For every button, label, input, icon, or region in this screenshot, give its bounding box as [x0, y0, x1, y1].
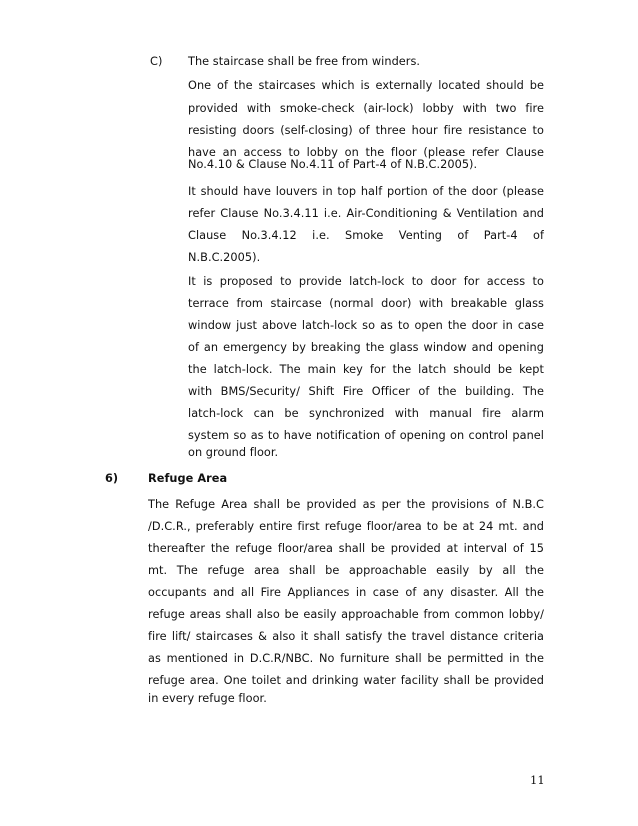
refuge-para-line: refuge area. One toilet and drinking water facility shall be provided	[148, 674, 544, 687]
refuge-para-line: refuge areas shall also be easily approachable from common lobby/	[148, 608, 544, 621]
item-c-para1-line: No.4.10 & Clause No.4.11 of Part-4 of N.B.C.2005).	[188, 158, 478, 171]
item-c-para3-line: system so as to have notification of opening on control panel	[188, 429, 544, 442]
section-title: Refuge Area	[148, 472, 228, 485]
refuge-para-line: thereafter the refuge floor/area shall be provided at interval of 15	[148, 542, 544, 555]
refuge-para-line: The Refuge Area shall be provided as per the provisions of N.B.C	[148, 498, 544, 511]
item-c-para3-line: of an emergency by breaking the glass window and opening	[188, 341, 544, 354]
item-c-para2-line: N.B.C.2005).	[188, 251, 261, 264]
item-c-para1-line: have an access to lobby on the floor (please refer Clause	[188, 146, 544, 159]
section-number: 6)	[105, 472, 119, 485]
refuge-para-line: /D.C.R., preferably entire first refuge floor/area to be at 24 mt. and	[148, 520, 544, 533]
item-c-first-line: The staircase shall be free from winders.	[188, 55, 421, 68]
refuge-para-line: fire lift/ staircases & also it shall satisfy the travel distance criteria	[148, 630, 544, 643]
item-c-para2-line: Clause No.3.4.12 i.e. Smoke Venting of Part-4 of	[188, 229, 544, 242]
item-c-para2-line: It should have louvers in top half portion of the door (please	[188, 185, 544, 198]
item-c-para3-line: on ground floor.	[188, 446, 279, 459]
item-c-para3-line: the latch-lock. The main key for the latch should be kept	[188, 363, 544, 376]
item-c-para3-line: with BMS/Security/ Shift Fire Officer of the building. The	[188, 385, 544, 398]
page-number: 11	[530, 773, 545, 787]
refuge-para-line: mt. The refuge area shall be approachable easily by all the	[148, 564, 544, 577]
item-c-para2-line: refer Clause No.3.4.11 i.e. Air-Conditioning & Ventilation and	[188, 207, 544, 220]
refuge-para-line: as mentioned in D.C.R/NBC. No furniture shall be permitted in the	[148, 652, 544, 665]
item-c-para3-line: terrace from staircase (normal door) with breakable glass	[188, 297, 544, 310]
item-c-para1-line: resisting doors (self-closing) of three hour fire resistance to	[188, 124, 544, 137]
refuge-para-line: in every refuge floor.	[148, 692, 267, 705]
item-c-para3-line: window just above latch-lock so as to open the door in case	[188, 319, 544, 332]
item-c-para1-line: provided with smoke-check (air-lock) lobby with two fire	[188, 102, 544, 115]
item-c-para3-line: It is proposed to provide latch-lock to door for access to	[188, 275, 544, 288]
item-c-para1-line: One of the staircases which is externally located should be	[188, 79, 544, 92]
refuge-para-line: occupants and all Fire Appliances in case of any disaster. All the	[148, 586, 544, 599]
item-c-label: C)	[150, 55, 163, 68]
item-c-para3-line: latch-lock can be synchronized with manual fire alarm	[188, 407, 544, 420]
